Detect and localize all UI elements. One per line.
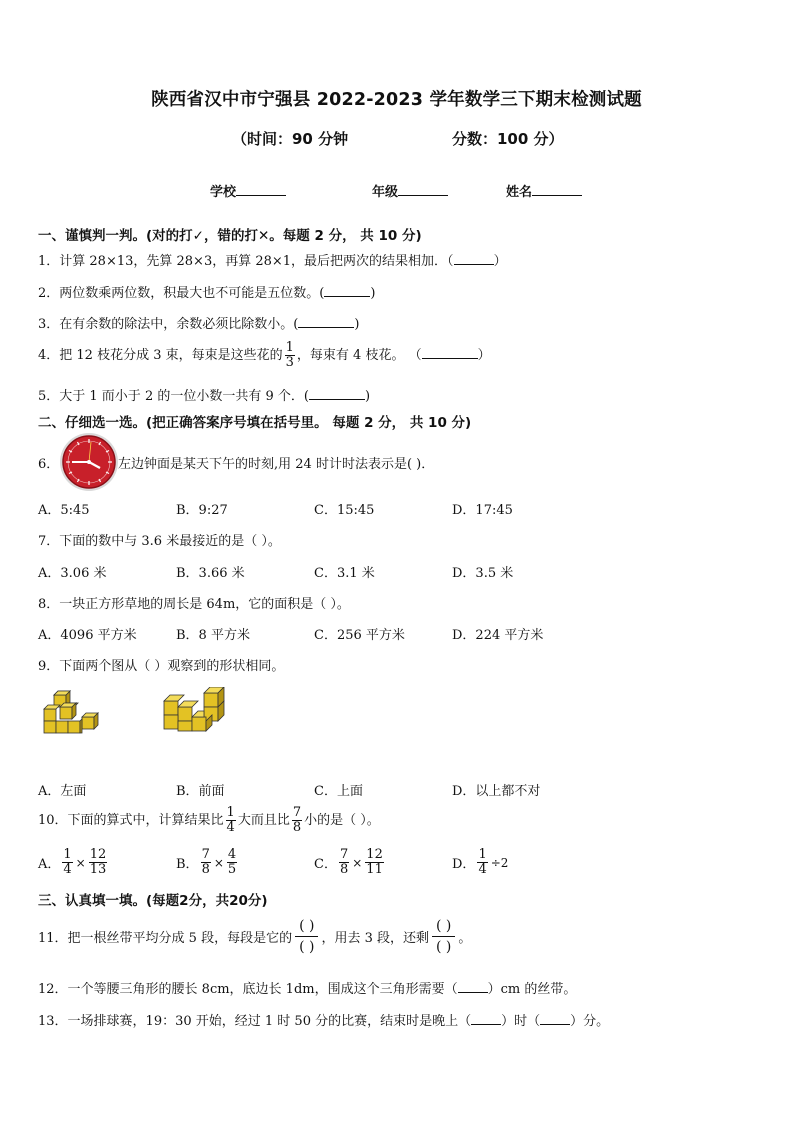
answer-fraction-1: ( ) ( ) — [295, 916, 318, 957]
question-10: 10．下面的算式中，计算结果比 $\frac{1}{4}$ 大而且比 $\frac{7}{8}$ 小的是（ ）。 — [38, 805, 380, 835]
name-field[interactable] — [506, 181, 582, 200]
question-4: 4．把 12 枝花分成 3 束，每束是这些花的 $\frac{1}{3}$ ，每束有 4 枝花。 （ ） — [38, 340, 491, 370]
q9-option-a[interactable]: A．左面 — [38, 784, 87, 799]
question-6: 6． — [38, 457, 60, 472]
question-7: 7．下面的数中与 3.6 米最接近的是（ ）。 — [38, 534, 281, 549]
question-12: 12．一个等腰三角形的腰长 8cm，底边长 1dm，围成这个三角形需要（ ）cm 的丝带。 — [38, 982, 577, 997]
cube-figure-right — [160, 687, 226, 735]
q7-option-d[interactable]: D．3.5 米 — [452, 566, 514, 581]
section-1-heading: 一、谨慎判一判。(对的打✓，错的打✕。每题 2 分， 共 10 分) — [38, 228, 422, 244]
exam-time: （时间：90 分钟 — [232, 130, 349, 148]
exam-score: 分数：100 分） — [452, 130, 564, 148]
grade-field[interactable] — [372, 181, 448, 200]
q9-option-c[interactable]: C．上面 — [314, 784, 363, 799]
name-label: 姓名 — [506, 185, 533, 200]
question-13: 13．一场排球赛，19：30 开始，经过 1 时 50 分的比赛，结束时是晚上（ ）时（ ）分。 — [38, 1014, 610, 1029]
school-label: 学校 — [210, 185, 237, 200]
question-11: 11．把一根丝带平均分成 5 段，每段是它的 ( ) ( ) ，用去 3 段，还剩 ( ) ( ) 。 — [38, 918, 472, 955]
section-2-heading: 二、仔细选一选。(把正确答案序号填在括号里。 每题 2 分， 共 10 分) — [38, 415, 472, 431]
q10-option-a[interactable]: A． $\frac{1}{4}$ × $\frac{12}{13}$ — [38, 847, 107, 877]
q9-option-b[interactable]: B．前面 — [176, 784, 225, 799]
question-1: 1．计算 28×13，先算 28×3，再算 28×1，最后把两次的结果相加．（ ） — [38, 254, 507, 269]
cube-figure-left — [42, 687, 102, 735]
question-6-text: 左边钟面是某天下午的时刻,用 24 时计时法表示是( )． — [118, 457, 435, 472]
q10-option-d[interactable]: D． $\frac{1}{4}$ ÷2 — [452, 847, 509, 877]
clock-icon — [58, 432, 120, 492]
q9-option-d[interactable]: D．以上都不对 — [452, 784, 541, 799]
q6-option-c[interactable]: C．15:45 — [314, 503, 375, 518]
q7-option-c[interactable]: C．3.1 米 — [314, 566, 375, 581]
q7-option-b[interactable]: B．3.66 米 — [176, 566, 245, 581]
q8-option-c[interactable]: C．256 平方米 — [314, 628, 405, 643]
q8-option-b[interactable]: B．8 平方米 — [176, 628, 250, 643]
fraction-1-3: $\frac{1}{3}$ — [285, 340, 294, 370]
q6-option-d[interactable]: D．17:45 — [452, 503, 513, 518]
q10-option-b[interactable]: B． $\frac{7}{8}$ × $\frac{4}{5}$ — [176, 847, 237, 877]
grade-label: 年级 — [372, 185, 399, 200]
question-2: 2．两位数乘两位数，积最大也不可能是五位数。( ) — [38, 286, 376, 301]
question-8: 8．一块正方形草地的周长是 64m，它的面积是（ ）。 — [38, 597, 350, 612]
question-9: 9．下面两个图从（ ）观察到的形状相同。 — [38, 659, 285, 674]
school-field[interactable] — [210, 181, 286, 200]
page-title: 陕西省汉中市宁强县 2022-2023 学年数学三下期末检测试题 — [151, 90, 642, 110]
section-3-heading: 三、认真填一填。(每题2分，共20分) — [38, 893, 268, 909]
question-3: 3．在有余数的除法中，余数必须比除数小。( ) — [38, 317, 360, 332]
q6-option-b[interactable]: B．9:27 — [176, 503, 228, 518]
q8-option-d[interactable]: D．224 平方米 — [452, 628, 544, 643]
q8-option-a[interactable]: A．4096 平方米 — [38, 628, 137, 643]
q10-option-c[interactable]: C． $\frac{7}{8}$ × $\frac{12}{11}$ — [314, 847, 383, 877]
q7-option-a[interactable]: A．3.06 米 — [38, 566, 107, 581]
q6-option-a[interactable]: A．5:45 — [38, 503, 90, 518]
question-5: 5．大于 1 而小于 2 的一位小数一共有 9 个．( ) — [38, 389, 371, 404]
answer-fraction-2: ( ) ( ) — [432, 916, 455, 957]
